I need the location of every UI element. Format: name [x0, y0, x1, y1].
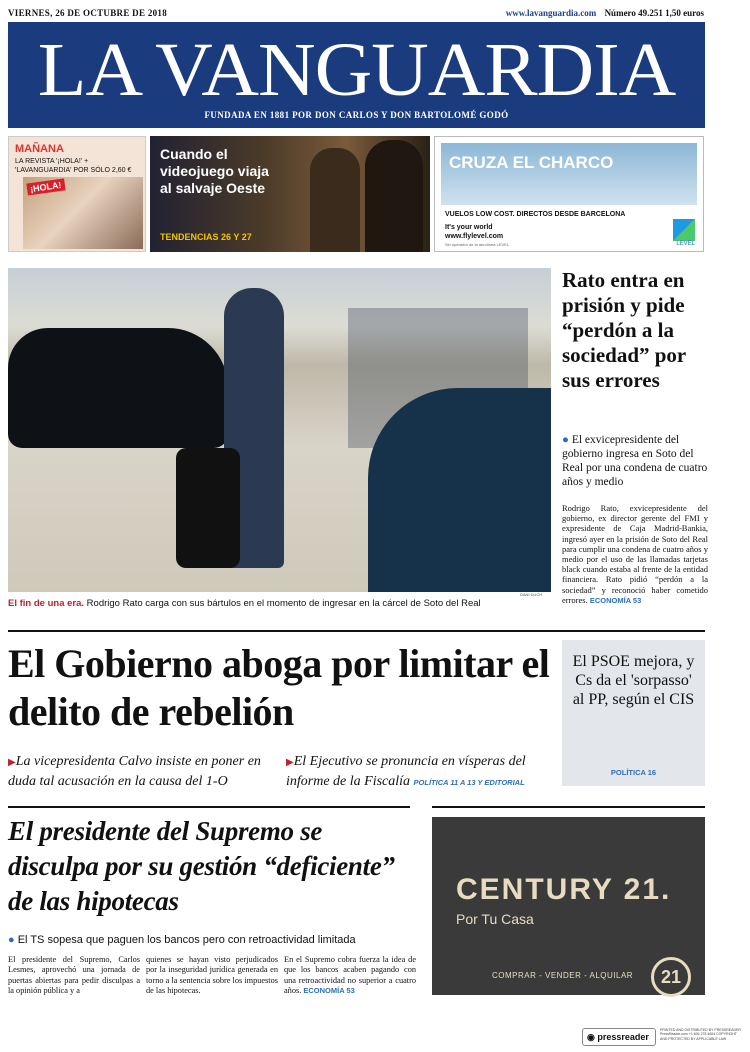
photo-credit: DANI DUCH	[520, 592, 543, 597]
supremo-subhead: ● El TS sopesa que paguen los bancos pero con retroactividad limitada	[8, 934, 356, 946]
promo-kicker: TENDENCIAS 26 Y 27	[160, 232, 252, 242]
section-ref[interactable]: POLÍTICA 11 A 13 Y EDITORIAL	[413, 778, 525, 787]
divider	[432, 806, 705, 808]
magazine-promo[interactable]	[8, 136, 146, 252]
ad-line: It's your world www.flylevel.com	[445, 224, 504, 240]
pressreader-fine-print: PRINTED AND DISTRIBUTED BY PRESSREADER PressReader.com +1 604 278 4604 COPYRIGHT AND PROTECTED BY APPLICABLE LAW	[660, 1028, 741, 1041]
issue-info	[506, 8, 704, 18]
rato-body: Rodrigo Rato, exvicepresidente del gobierno, ex director gerente del FMI y expresidente de Caja Madrid-Bankia, ingresó ayer en la prisión de Soto del Real para cumplir una condena de cuatro años y medio por el uso de las llamadas tarjetas black cuando estaba al frente de la entidad financiera. Rato pidió “perdón a la sociedad” y reconoció haber cometido errores. ECONOMÍA 53	[562, 503, 708, 605]
issue-number: Número 49.251	[604, 8, 663, 18]
bullet-icon: ●	[562, 434, 572, 446]
main-deck: ▶El Ejecutivo se pronuncia en vísperas del informe de la Fiscalía POLÍTICA 11 A 13 Y EDITORIAL	[286, 754, 526, 789]
videogame-promo[interactable]	[150, 136, 430, 252]
ad-line: VUELOS LOW COST. DIRECTOS DESDE BARCELONA	[445, 211, 626, 218]
founded-line: FUNDADA EN 1881 POR DON CARLOS Y DON BARTOLOMÉ GODÓ	[204, 110, 509, 120]
ad-brand: CENTURY 21.	[456, 873, 672, 906]
triangle-icon: ▶	[286, 757, 294, 768]
newspaper-logo: LA VANGUARDIA	[37, 28, 676, 112]
promo-label: MAÑANA	[15, 143, 64, 155]
site-link[interactable]: www.lavanguardia.com	[505, 8, 597, 18]
bullet-icon: ●	[8, 934, 18, 946]
masthead	[8, 22, 705, 128]
cowboy-figure-image	[310, 148, 360, 252]
main-headline[interactable]: El Gobierno aboga por limitar el delito de rebelión	[8, 641, 550, 734]
supremo-column: El presidente del Supremo, Carlos Lesmes, aprovechó una jornada de puertas abiertas para pedir disculpas a la opinión pública y a	[8, 955, 140, 995]
rato-subhead: ● El exvicepresidente del gobierno ingresa en Soto del Real por una condena de cuatro años y medio	[562, 434, 708, 488]
triangle-icon: ▶	[8, 757, 16, 768]
ad-slogan: Por Tu Casa	[456, 911, 534, 927]
hola-logo: ¡HOLA!	[26, 178, 65, 195]
airline-ad[interactable]	[434, 136, 704, 252]
ad-banner-image	[441, 143, 697, 205]
ad-fine-print: Sin operador de la aerolínea LEVEL	[445, 242, 510, 247]
supremo-headline[interactable]: El presidente del Supremo se disculpa por su gestión “deficiente” de las hipotecas	[8, 816, 395, 916]
section-ref[interactable]: ECONOMÍA 53	[589, 595, 642, 605]
photo-caption	[8, 598, 553, 609]
car-shape	[368, 388, 551, 592]
caption-text: Rodrigo Rato carga con sus bártulos en el momento de ingresar en la cárcel de Soto del Real	[86, 598, 481, 609]
caption-label: El fin de una era.	[8, 598, 85, 609]
supremo-column: quienes se hayan visto perjudicados por la inseguridad jurídica generada en torno a la sentencia sobre los impuestos de las hipotecas.	[146, 955, 278, 995]
psoe-text: El PSOE mejora, y Cs da el 'sorpasso' al PP, según el CIS	[572, 653, 695, 708]
section-ref[interactable]: POLÍTICA 16	[610, 768, 657, 777]
magazine-cover-image	[23, 177, 143, 249]
ad-title: CRUZA EL CHARCO	[449, 153, 614, 172]
main-deck: ▶La vicepresidenta Calvo insiste en poner en duda tal acusación en la causa del 1-O	[8, 754, 261, 789]
cowboy-figure-image	[365, 140, 423, 252]
pressreader-icon: ◉	[587, 1032, 598, 1042]
level-logo-icon	[673, 219, 695, 241]
century21-ad[interactable]	[432, 817, 705, 995]
pressreader-badge[interactable]: ◉ pressreader	[582, 1028, 656, 1046]
divider	[8, 630, 705, 632]
section-ref[interactable]: ECONOMÍA 53	[303, 985, 355, 995]
divider	[8, 806, 410, 808]
issue-price: 1,50 euros	[665, 8, 704, 18]
issue-date: VIERNES, 26 DE OCTUBRE DE 2018	[8, 8, 168, 18]
century21-logo-icon: 21	[651, 957, 691, 997]
level-brand: LEVEL	[676, 241, 695, 247]
supremo-column: En el Supremo cobra fuerza la idea de que los bancos acaben pagando con una retroactividad no superior a cuatro años. ECONOMÍA 53	[284, 955, 416, 995]
rato-headline[interactable]: Rato entra en prisión y pide “perdón a la sociedad” por sus errores	[562, 268, 686, 392]
car-shape	[8, 328, 228, 448]
ad-services: COMPRAR - VENDER - ALQUILAR	[492, 971, 634, 980]
promo-title: Cuando el videojuego viaja al salvaje Oeste	[160, 146, 269, 196]
promo-text: LA REVISTA '¡HOLA!' + 'LAVANGUARDIA' POR SÓLO 2,60 €	[15, 158, 132, 174]
bag-shape	[176, 448, 240, 568]
psoe-box[interactable]	[562, 640, 705, 786]
lead-photo[interactable]	[8, 268, 551, 592]
